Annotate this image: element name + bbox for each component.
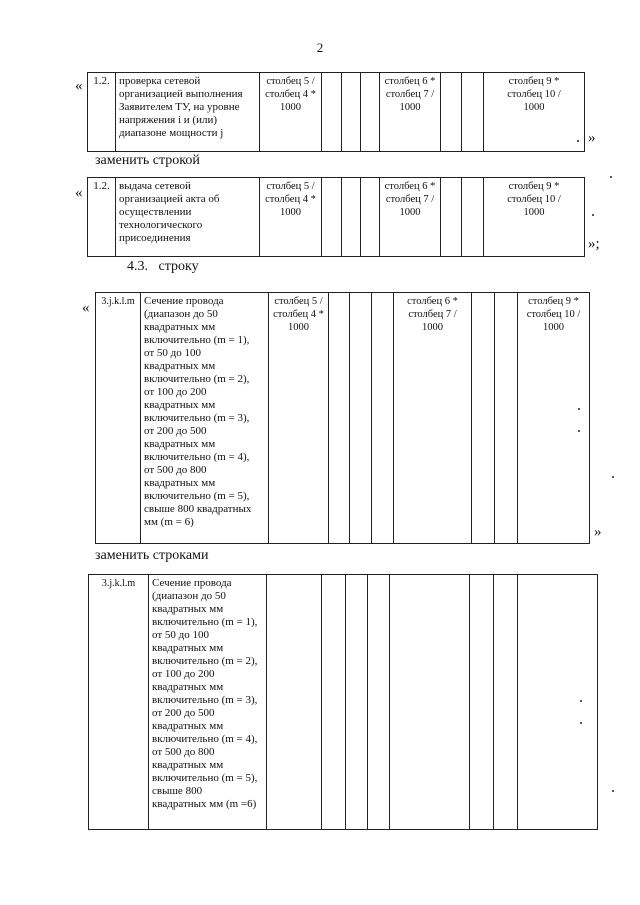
row-description: проверка сетевой организацией выполнения Заявителем ТУ, на уровне напряжения i и (или) диапазоне мощности j <box>116 73 260 152</box>
scan-speck <box>578 408 580 410</box>
row-number: 1.2. <box>88 73 116 152</box>
empty-cell <box>361 73 380 152</box>
formula-cell-b: столбец 6 * столбец 7 / 1000 <box>394 293 472 544</box>
row-number: 3.j.k.l.m <box>89 575 149 830</box>
closing-quote: » <box>588 130 596 146</box>
empty-cell <box>322 73 342 152</box>
scan-speck <box>612 476 614 478</box>
empty-cell <box>342 178 361 257</box>
formula-cell-b: столбец 6 * столбец 7 / 1000 <box>380 73 441 152</box>
section-word: строку <box>158 259 199 274</box>
empty-cell <box>329 293 350 544</box>
empty-cell <box>372 293 394 544</box>
empty-cell <box>462 178 484 257</box>
table-fragment-row-1 <box>87 72 585 152</box>
formula-cell-c: столбец 9 * столбец 10 / 1000 <box>484 73 585 152</box>
row-description: выдача сетевой организацией акта об осуществлении технологического присоединения <box>116 178 260 257</box>
opening-quote: « <box>75 78 83 94</box>
opening-quote: « <box>75 185 83 201</box>
scan-speck <box>580 700 582 702</box>
formula-cell-a: столбец 5 / столбец 4 * 1000 <box>260 73 322 152</box>
scan-speck <box>592 214 594 216</box>
closing-quote: » <box>594 524 602 540</box>
empty-cell <box>494 575 518 830</box>
row-number: 1.2. <box>88 178 116 257</box>
scan-speck <box>612 790 614 792</box>
empty-cell <box>322 178 342 257</box>
empty-cell <box>322 575 346 830</box>
empty-cell <box>368 575 390 830</box>
scan-speck <box>578 430 580 432</box>
page-number: 2 <box>316 40 324 55</box>
formula-cell-a: столбец 5 / столбец 4 * 1000 <box>260 178 322 257</box>
table-fragment-row-3 <box>95 292 590 544</box>
formula-cell-c: столбец 9 * столбец 10 / 1000 <box>518 293 590 544</box>
empty-cell <box>441 178 462 257</box>
closing-quote-semicolon: »; <box>588 236 600 252</box>
opening-quote: « <box>82 300 90 316</box>
section-number: 4.3. <box>127 259 148 274</box>
empty-cell <box>462 73 484 152</box>
scan-speck <box>610 176 612 178</box>
empty-cell <box>361 178 380 257</box>
scan-speck <box>577 140 579 142</box>
table-fragment-row-4 <box>88 574 598 830</box>
instruction-replace-with-rows: заменить строками <box>95 548 209 563</box>
scan-speck <box>580 722 582 724</box>
empty-cell <box>346 575 368 830</box>
empty-cell <box>470 575 494 830</box>
table-fragment-row-2 <box>87 177 585 257</box>
formula-cell-c: столбец 9 * столбец 10 / 1000 <box>484 178 585 257</box>
empty-cell <box>390 575 470 830</box>
instruction-replace-with-row: заменить строкой <box>95 153 200 168</box>
empty-cell <box>495 293 518 544</box>
empty-cell <box>267 575 322 830</box>
row-description: Сечение провода (диапазон до 50 квадратных мм включительно (m = 1), от 50 до 100 квадратных мм включительно (m = 2), от 100 до 200 квадратных мм включительно (m = 3), от 200 до 500 квадратных мм включительно (m = 4), от 500 до 800 квадратных мм включительно (m = 5), свыше 800 квадратных мм (m = 6) <box>141 293 269 544</box>
empty-cell <box>472 293 495 544</box>
row-number: 3.j.k.l.m <box>96 293 141 544</box>
row-description: Сечение провода (диапазон до 50 квадратных мм включительно (m = 1), от 50 до 100 квадратных мм включительно (m = 2), от 100 до 200 квадратных мм включительно (m = 3), от 200 до 500 квадратных мм включительно (m = 4), от 500 до 800 квадратных мм включительно (m = 5), свыше 800 квадратных мм (m =6) <box>149 575 267 830</box>
section-heading <box>127 259 199 275</box>
formula-cell-a: столбец 5 / столбец 4 * 1000 <box>269 293 329 544</box>
empty-cell <box>518 575 598 830</box>
empty-cell <box>342 73 361 152</box>
empty-cell <box>350 293 372 544</box>
empty-cell <box>441 73 462 152</box>
formula-cell-b: столбец 6 * столбец 7 / 1000 <box>380 178 441 257</box>
